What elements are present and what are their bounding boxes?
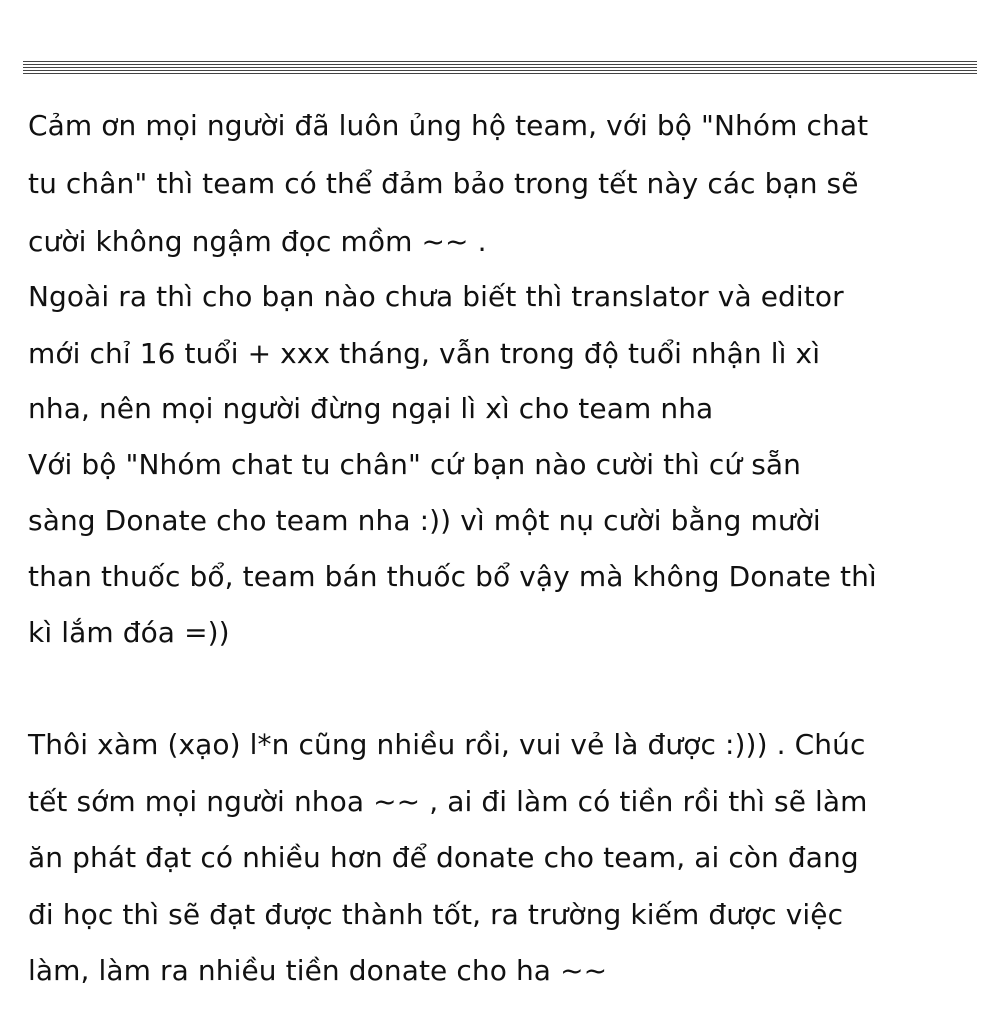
text-line: tu chân" thì team có thể đảm bảo trong tết này các bạn sẽ [28,167,859,200]
divider-line [23,64,977,65]
text-line: Cảm ơn mọi người đã luôn ủng hộ team, với bộ "Nhóm chat [28,109,869,142]
text-line: sàng Donate cho team nha :)) vì một nụ cười bằng mười [28,504,821,537]
text-line: Thôi xàm (xạo) l*n cũng nhiều rồi, vui vẻ là được :))) . Chúc [28,728,866,761]
text-line: làm, làm ra nhiều tiền donate cho ha ~~ [28,954,608,987]
text-line: Với bộ "Nhóm chat tu chân" cứ bạn nào cười thì cứ sẵn [28,448,802,481]
text-line: ăn phát đạt có nhiều hơn để donate cho team, ai còn đang [28,841,859,874]
text-line: nha, nên mọi người đừng ngại lì xì cho team nha [28,392,714,425]
text-line: Ngoài ra thì cho bạn nào chưa biết thì translator và editor [28,280,844,313]
text-line: than thuốc bổ, team bán thuốc bổ vậy mà không Donate thì [28,560,877,593]
text-line: cười không ngậm đọc mồm ~~ . [28,225,487,258]
divider-line [23,61,977,62]
divider-line [23,73,977,74]
text-line: đi học thì sẽ đạt được thành tốt, ra trường kiếm được việc [28,898,844,931]
divider-line [23,67,977,68]
divider-line [23,70,977,71]
text-line: kì lắm đóa =)) [28,616,230,649]
text-line: mới chỉ 16 tuổi + xxx tháng, vẫn trong độ tuổi nhận lì xì [28,337,821,370]
text-line: tết sớm mọi người nhoa ~~ , ai đi làm có tiền rồi thì sẽ làm [28,785,868,818]
